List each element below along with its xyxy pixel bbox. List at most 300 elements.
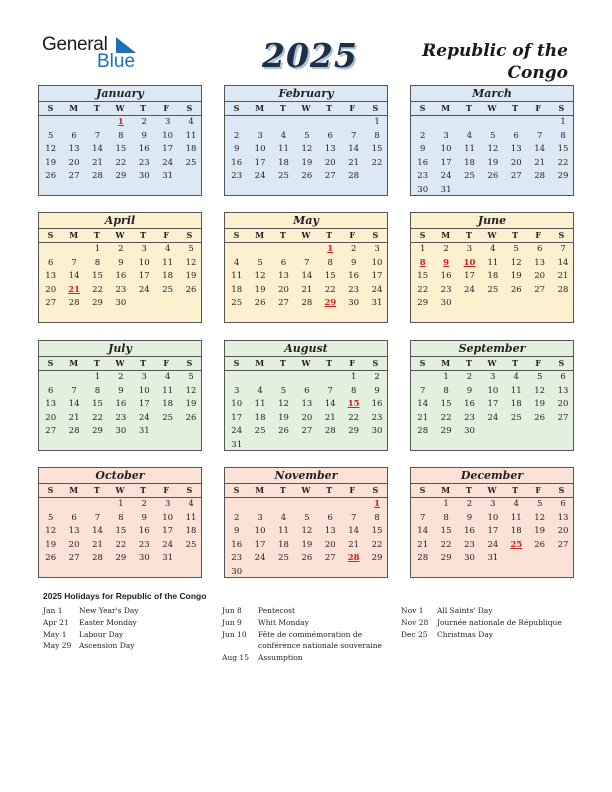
holidays-list-title: 2025 Holidays for Republic of the Congo <box>43 591 207 601</box>
day-cell: 4 <box>513 372 519 382</box>
day-cell: 24 <box>464 284 475 295</box>
holiday-entry <box>222 605 392 617</box>
day-cell: 26 <box>534 539 546 550</box>
day-cell: 13 <box>324 526 336 536</box>
weekday-header-row <box>225 484 387 498</box>
day-cell: 10 <box>371 257 383 268</box>
day-cell: 21 <box>92 157 103 168</box>
empty-day-cell <box>528 116 551 130</box>
day-cell: 2 <box>118 244 124 254</box>
day-cell: 28 <box>68 298 80 308</box>
day-cell: 30 <box>417 184 429 195</box>
day-cell: 23 <box>138 157 150 168</box>
day-cell: 29 <box>115 553 127 563</box>
day-cell: 10 <box>162 130 174 141</box>
weekday-header: F <box>535 230 542 240</box>
holiday-date: Nov 28 <box>401 617 429 627</box>
general-blue-logo <box>42 34 142 74</box>
day-cell: 29 <box>371 553 383 563</box>
holiday-date: Aug 15 <box>222 653 249 663</box>
holiday-date: Jun 10 <box>222 629 247 639</box>
holiday-name: Easter Monday <box>79 617 137 627</box>
holiday-date: May 1 <box>43 629 67 639</box>
empty-day-cell <box>295 243 318 257</box>
weekday-header: S <box>419 103 426 113</box>
day-cell: 14 <box>348 526 360 536</box>
day-cell: 3 <box>257 130 263 141</box>
day-cell: 18 <box>487 271 499 281</box>
day-cell: 6 <box>71 512 77 523</box>
day-cell: 7 <box>304 257 310 268</box>
empty-day-cell <box>248 371 271 385</box>
country-title: Republic of the Congo <box>422 41 568 83</box>
month-name: August <box>225 341 387 357</box>
holiday-date: May 29 <box>43 641 72 651</box>
day-cell: 11 <box>185 512 197 523</box>
day-cell: 8 <box>374 512 380 523</box>
day-cell: 2 <box>141 117 147 127</box>
day-cell: 8 <box>443 385 449 396</box>
empty-day-cell <box>272 116 295 130</box>
day-cell: 5 <box>536 499 543 509</box>
empty-day-cell <box>272 243 295 257</box>
weekday-header-row <box>411 357 573 371</box>
day-cell: 18 <box>162 399 174 409</box>
day-cell: 8 <box>94 257 101 268</box>
empty-day-cell <box>272 498 295 512</box>
month-may <box>224 212 388 323</box>
empty-day-cell <box>62 243 85 257</box>
day-cell: 16 <box>464 526 475 536</box>
empty-day-cell <box>458 116 481 130</box>
day-cell: 14 <box>92 144 103 154</box>
day-cell: 4 <box>280 512 287 523</box>
day-cell: 29 <box>92 298 103 308</box>
month-name: October <box>39 468 201 484</box>
holiday-name: New Year's Day <box>79 606 139 615</box>
day-cell: 3 <box>141 244 147 254</box>
day-cell: 12 <box>487 144 499 154</box>
day-cell: 19 <box>534 399 546 409</box>
day-cell: 28 <box>534 171 546 181</box>
day-cell: 5 <box>47 130 54 141</box>
day-cell: 28 <box>557 284 569 295</box>
weekday-header: W <box>487 358 497 368</box>
month-name: November <box>225 468 387 484</box>
day-cell: 17 <box>231 412 243 423</box>
day-cell: 23 <box>440 284 452 295</box>
day-cell: 6 <box>47 385 54 396</box>
day-cell: 15 <box>557 144 569 154</box>
holiday-day-cell: 10 <box>463 257 476 268</box>
empty-day-cell <box>39 243 62 257</box>
holiday-day-cell: 15 <box>347 399 360 409</box>
day-cell: 19 <box>185 271 197 281</box>
day-cell: 8 <box>327 257 333 268</box>
empty-day-cell <box>225 498 248 512</box>
day-cell: 10 <box>440 144 452 154</box>
day-cell: 24 <box>138 284 150 295</box>
day-cell: 12 <box>45 526 57 536</box>
day-cell: 11 <box>510 385 522 396</box>
day-cell: 6 <box>513 130 519 141</box>
day-cell: 9 <box>233 526 240 536</box>
weekday-header-row <box>411 102 573 116</box>
day-cell: 3 <box>164 499 171 509</box>
day-cell: 4 <box>466 130 473 141</box>
empty-day-cell <box>225 243 248 257</box>
weekday-header: M <box>69 485 79 495</box>
day-cell: 4 <box>513 499 519 509</box>
holiday-day-cell: 29 <box>324 298 337 308</box>
day-cell: 15 <box>92 399 103 409</box>
weekday-header: F <box>349 358 356 368</box>
holiday-name: Labour Day <box>79 629 124 639</box>
day-cell: 1 <box>350 372 357 382</box>
day-cell: 14 <box>417 526 429 536</box>
holiday-column <box>222 605 392 664</box>
day-cell: 11 <box>185 130 197 141</box>
day-cell: 21 <box>68 412 80 423</box>
weekday-header-row <box>411 484 573 498</box>
day-cell: 24 <box>162 157 174 168</box>
day-cell: 6 <box>304 385 310 396</box>
day-cell: 13 <box>278 271 289 281</box>
month-january <box>38 85 202 196</box>
day-cell: 8 <box>560 130 566 141</box>
month-name: June <box>411 213 573 229</box>
weekday-header: M <box>441 358 451 368</box>
day-cell: 1 <box>443 372 449 382</box>
day-cell: 24 <box>138 412 150 423</box>
empty-day-cell <box>505 116 528 130</box>
day-cell: 21 <box>417 539 429 550</box>
day-cell: 30 <box>138 553 150 563</box>
weekday-header: F <box>163 485 170 495</box>
day-cell: 13 <box>301 399 313 409</box>
holiday-name: Journée nationale de République <box>437 617 562 627</box>
day-cell: 17 <box>138 399 150 409</box>
day-cell: 17 <box>487 399 499 409</box>
day-cell: 8 <box>350 385 357 396</box>
day-cell: 14 <box>324 399 336 409</box>
day-cell: 22 <box>557 157 569 168</box>
weekday-header: S <box>233 103 240 113</box>
weekday-header: T <box>279 103 286 113</box>
day-cell: 18 <box>254 412 266 423</box>
weekday-header: F <box>535 103 542 113</box>
day-cell: 26 <box>487 171 499 181</box>
day-cell: 6 <box>536 244 543 254</box>
day-cell: 11 <box>278 526 289 536</box>
day-cell: 18 <box>231 284 243 295</box>
weekday-header: W <box>301 358 311 368</box>
weekday-header: S <box>372 103 379 113</box>
day-grid <box>39 243 201 311</box>
weekday-header: M <box>255 103 265 113</box>
day-cell: 16 <box>115 399 127 409</box>
empty-day-cell <box>481 116 504 130</box>
day-cell: 3 <box>374 244 380 254</box>
day-cell: 20 <box>324 157 336 168</box>
weekday-header: W <box>487 485 497 495</box>
day-cell: 1 <box>94 372 101 382</box>
day-cell: 10 <box>487 385 499 396</box>
weekday-header: S <box>186 358 193 368</box>
day-cell: 25 <box>185 539 197 550</box>
month-july <box>38 340 202 451</box>
day-cell: 24 <box>487 539 499 550</box>
empty-day-cell <box>248 498 271 512</box>
weekday-header: T <box>93 485 100 495</box>
month-name: January <box>39 86 201 102</box>
day-cell: 3 <box>466 244 473 254</box>
day-cell: 23 <box>115 284 127 295</box>
day-cell: 7 <box>327 385 333 396</box>
weekday-header: T <box>140 230 147 240</box>
empty-day-cell <box>434 116 457 130</box>
day-cell: 4 <box>188 117 194 127</box>
day-grid <box>411 498 573 566</box>
day-grid <box>225 243 387 311</box>
day-cell: 26 <box>301 171 313 181</box>
weekday-header: S <box>419 358 426 368</box>
day-cell: 27 <box>510 171 522 181</box>
day-cell: 13 <box>557 512 569 523</box>
day-cell: 17 <box>254 157 266 168</box>
weekday-header: M <box>69 103 79 113</box>
weekday-header: T <box>93 358 100 368</box>
day-cell: 26 <box>185 412 197 423</box>
weekday-header: T <box>279 485 286 495</box>
day-cell: 23 <box>138 539 150 550</box>
day-cell: 8 <box>374 130 380 141</box>
day-cell: 24 <box>440 171 452 181</box>
holiday-entry <box>43 629 213 641</box>
day-cell: 17 <box>464 271 475 281</box>
day-cell: 25 <box>464 171 475 181</box>
weekday-header: T <box>93 230 100 240</box>
day-cell: 19 <box>278 412 289 423</box>
weekday-header: T <box>465 485 472 495</box>
holiday-entry <box>43 617 213 629</box>
month-march <box>410 85 574 196</box>
day-cell: 2 <box>419 130 426 141</box>
empty-day-cell <box>319 116 342 130</box>
empty-day-cell <box>86 116 109 130</box>
day-cell: 26 <box>45 553 57 563</box>
day-cell: 26 <box>185 284 197 295</box>
empty-day-cell <box>248 243 271 257</box>
weekday-header: S <box>558 103 565 113</box>
day-cell: 30 <box>138 171 150 181</box>
day-cell: 2 <box>374 372 380 382</box>
day-cell: 5 <box>47 512 54 523</box>
day-cell: 13 <box>510 144 522 154</box>
day-cell: 13 <box>45 271 57 281</box>
day-cell: 9 <box>118 257 124 268</box>
day-cell: 22 <box>440 412 452 423</box>
weekday-header: T <box>512 103 519 113</box>
day-cell: 4 <box>490 244 496 254</box>
holiday-day-cell: 9 <box>443 257 450 268</box>
day-cell: 10 <box>254 526 266 536</box>
day-cell: 24 <box>254 553 266 563</box>
month-november <box>224 467 388 578</box>
day-cell: 14 <box>68 271 80 281</box>
day-cell: 2 <box>466 372 473 382</box>
day-cell: 6 <box>71 130 77 141</box>
day-cell: 29 <box>557 171 569 181</box>
day-cell: 28 <box>417 426 429 436</box>
day-cell: 30 <box>115 298 127 308</box>
day-cell: 7 <box>94 512 101 523</box>
weekday-header: S <box>186 103 193 113</box>
empty-day-cell <box>295 371 318 385</box>
month-name: September <box>411 341 573 357</box>
day-cell: 17 <box>162 526 174 536</box>
day-cell: 12 <box>534 512 546 523</box>
day-cell: 4 <box>280 130 287 141</box>
day-cell: 16 <box>440 271 452 281</box>
day-cell: 10 <box>231 399 243 409</box>
day-cell: 6 <box>327 512 333 523</box>
day-cell: 21 <box>348 539 360 550</box>
day-cell: 9 <box>374 385 380 396</box>
weekday-header: M <box>69 230 79 240</box>
weekday-header: S <box>558 230 565 240</box>
holiday-column <box>401 605 571 640</box>
day-cell: 22 <box>324 284 336 295</box>
day-cell: 13 <box>45 399 57 409</box>
day-cell: 27 <box>278 298 289 308</box>
day-grid <box>411 243 573 311</box>
day-cell: 30 <box>464 553 475 563</box>
empty-day-cell <box>342 116 365 130</box>
day-cell: 28 <box>417 553 429 563</box>
weekday-header: W <box>487 103 497 113</box>
day-cell: 21 <box>324 412 336 423</box>
day-cell: 16 <box>464 399 475 409</box>
day-cell: 21 <box>301 284 313 295</box>
logo-text-general: General <box>42 34 108 55</box>
month-august <box>224 340 388 451</box>
day-cell: 5 <box>257 257 263 268</box>
empty-day-cell <box>342 498 365 512</box>
day-cell: 20 <box>278 284 289 295</box>
day-cell: 23 <box>464 412 475 423</box>
day-cell: 26 <box>254 298 266 308</box>
day-cell: 23 <box>231 553 243 563</box>
day-cell: 29 <box>115 171 127 181</box>
day-cell: 1 <box>94 244 101 254</box>
day-cell: 15 <box>440 399 452 409</box>
day-cell: 12 <box>185 385 197 396</box>
weekday-header-row <box>411 229 573 243</box>
weekday-header-row <box>39 484 201 498</box>
day-cell: 4 <box>164 244 171 254</box>
weekday-header: T <box>140 103 147 113</box>
day-cell: 7 <box>94 130 101 141</box>
weekday-header: F <box>163 230 170 240</box>
weekday-header: S <box>558 358 565 368</box>
day-cell: 10 <box>138 385 150 396</box>
empty-day-cell <box>319 371 342 385</box>
month-name: July <box>39 341 201 357</box>
day-cell: 20 <box>45 284 57 295</box>
day-cell: 18 <box>464 157 475 168</box>
empty-day-cell <box>295 116 318 130</box>
day-cell: 12 <box>301 144 313 154</box>
day-cell: 2 <box>118 372 124 382</box>
day-cell: 16 <box>115 271 127 281</box>
holiday-name: Fête de commémoration de conférence nationale souveraine <box>258 629 382 651</box>
holiday-entry <box>43 640 213 652</box>
weekday-header: S <box>47 230 54 240</box>
day-cell: 10 <box>138 257 150 268</box>
day-cell: 2 <box>443 244 449 254</box>
empty-day-cell <box>62 371 85 385</box>
day-cell: 3 <box>141 372 147 382</box>
day-cell: 7 <box>71 257 77 268</box>
holiday-day-cell: 28 <box>347 553 360 563</box>
day-cell: 22 <box>371 157 383 168</box>
day-cell: 9 <box>350 257 357 268</box>
day-cell: 5 <box>536 372 543 382</box>
empty-day-cell <box>411 498 434 512</box>
day-cell: 28 <box>348 171 360 181</box>
weekday-header: T <box>140 485 147 495</box>
weekday-header: F <box>163 103 170 113</box>
day-cell: 25 <box>162 284 174 295</box>
day-cell: 18 <box>510 526 522 536</box>
holiday-name: Assumption <box>258 653 303 663</box>
day-cell: 31 <box>162 171 174 181</box>
weekday-header: S <box>233 358 240 368</box>
day-cell: 23 <box>115 412 127 423</box>
day-cell: 18 <box>278 157 289 168</box>
weekday-header: S <box>186 485 193 495</box>
weekday-header: T <box>465 358 472 368</box>
day-cell: 21 <box>534 157 546 168</box>
weekday-header: T <box>465 230 472 240</box>
weekday-header: S <box>372 358 379 368</box>
day-cell: 5 <box>304 130 310 141</box>
empty-day-cell <box>62 116 85 130</box>
day-cell: 13 <box>68 526 80 536</box>
day-cell: 25 <box>162 412 174 423</box>
day-cell: 26 <box>301 553 313 563</box>
holiday-day-cell: 1 <box>117 117 124 127</box>
day-cell: 27 <box>557 412 569 423</box>
day-cell: 7 <box>419 385 426 396</box>
day-cell: 29 <box>348 426 360 436</box>
day-cell: 5 <box>490 130 496 141</box>
month-september <box>410 340 574 451</box>
day-cell: 12 <box>254 271 266 281</box>
empty-day-cell <box>411 371 434 385</box>
day-cell: 16 <box>231 539 243 550</box>
weekday-header: S <box>372 485 379 495</box>
day-cell: 8 <box>118 130 124 141</box>
day-cell: 2 <box>466 499 473 509</box>
day-cell: 27 <box>534 284 546 295</box>
empty-day-cell <box>225 371 248 385</box>
day-cell: 15 <box>417 271 429 281</box>
weekday-header: M <box>255 230 265 240</box>
day-cell: 19 <box>301 157 313 168</box>
month-april <box>38 212 202 323</box>
